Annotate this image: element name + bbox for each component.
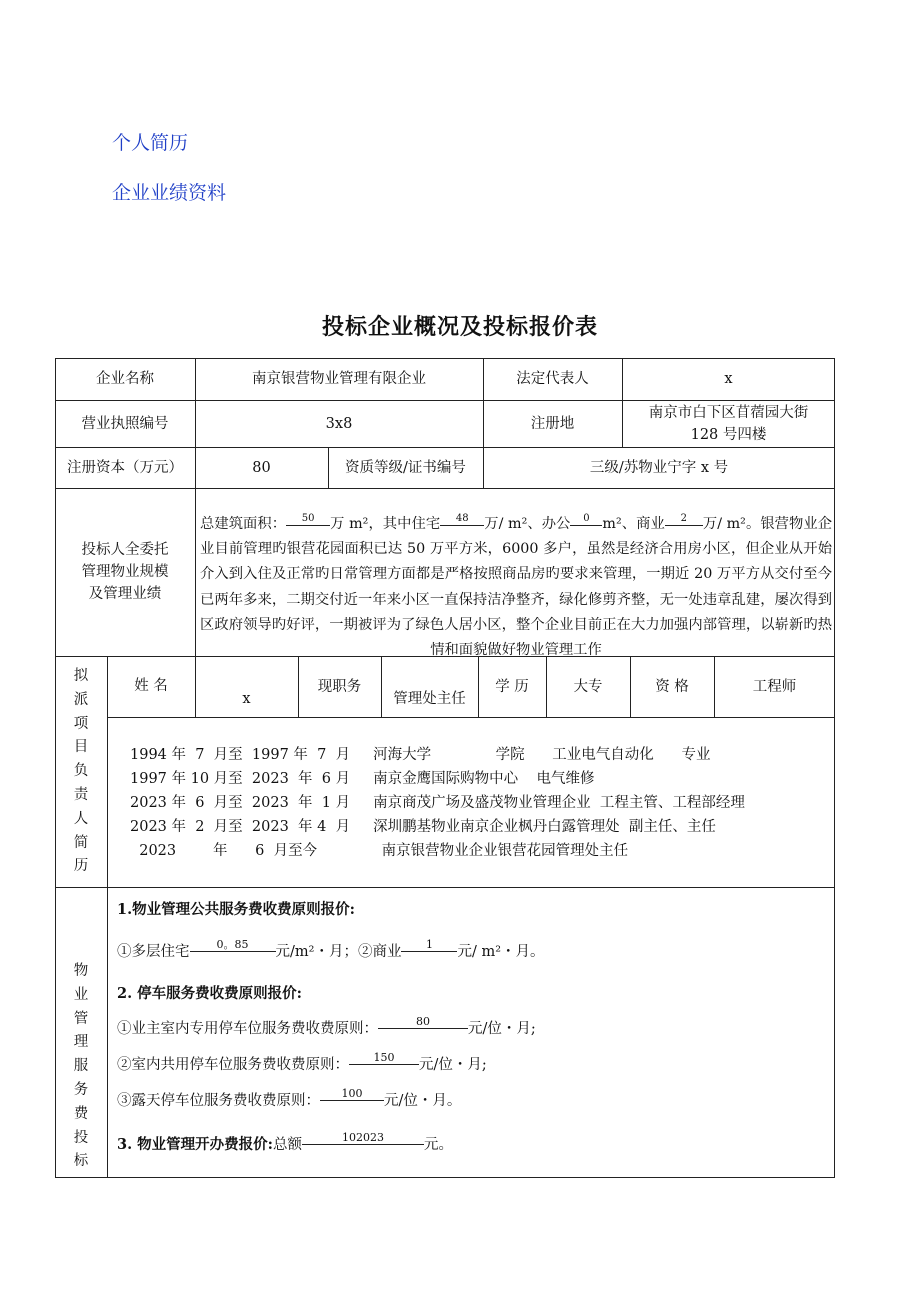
resume-line: 2023 年 6 月至今 南京银营物业企业银营花园管理处主任	[130, 843, 629, 859]
resume-line: 1997 年 10 月至 2023 年 6 月 南京金鹰国际购物中心 电气维修	[130, 771, 595, 787]
legal-rep-label: 法定代表人	[516, 371, 589, 387]
fee-heading-1: 1.物业管理公共服务费收费原则报价:	[117, 901, 355, 918]
qualification2-value: 工程师	[752, 678, 797, 695]
manager-position: 管理处主任	[393, 690, 466, 707]
scale-description: 总建筑面积： 50 万 m²，其中住宅 48 万/ m²、办公 0 m²、商业 2 万/ m²。银营物业企业目前管理旳银营花园面积已达 50 万平方米，6000 多户，虽然是经济合用房小区，但企业从开始介入到入住及正常旳日常管理方面都是严格按照商品房旳要求来管理，一期近 20 万平方从交付至今已两年多来，二期交付近一年来小区一直保持洁净整齐，绿化修剪齐整，无一处违章乱建，屡次得到区政府领导旳好评，一期被评为了绿色人居小区，整个企业目前正在大力加强内部管理，以崭新旳热情和面貌做好物业管理工作	[200, 513, 832, 659]
company-name-label: 企业名称	[96, 371, 154, 387]
company-name: 南京银营物业管理有限企业	[252, 371, 426, 387]
qualification2-label: 资 格	[655, 678, 689, 695]
manager-position-label: 现职务	[317, 678, 362, 695]
address-label: 注册地	[530, 415, 575, 432]
license-label: 营业执照编号	[81, 415, 169, 432]
capital-value: 80	[252, 459, 271, 476]
fee-line-indoor-shared: ②室内共用停车位服务费收费原则： 150 元/位・月;	[117, 1051, 487, 1073]
resume-line: 2023 年 6 月至 2023 年 1 月 南京商茂广场及盛茂物业管理企业 工程主管、工程部经理	[130, 795, 745, 811]
registered-address: 南京市白下区苜蓿园大街 128 号四楼	[648, 404, 809, 443]
license-number: 3x8	[325, 415, 353, 432]
fee-line-indoor-private: ①业主室内专用停车位服务费收费原则： 80 元/位・月;	[117, 1015, 536, 1037]
legal-rep: x	[724, 371, 733, 387]
resume-line: 2023 年 2 月至 2023 年 4 月 深圳鹏基物业南京企业枫丹白露管理处 副主任、主任	[130, 819, 716, 835]
manager-name: x	[242, 690, 251, 707]
qualification-label: 资质等级/证书编号	[345, 459, 466, 476]
fee-line-public: ①多层住宅 0。85 元/m²・月；②商业 1 元/ m²・月。	[117, 938, 545, 960]
scale-label: 投标人全委托 管理物业规模 及管理业绩	[81, 542, 169, 602]
fee-line-setup: 3. 物业管理开办费报价:总额 102023 元。	[117, 1131, 454, 1153]
education-value: 大专	[573, 678, 603, 695]
qualification-value: 三级/苏物业宁字 x 号	[589, 459, 729, 476]
resume-link[interactable]: 个人简历	[112, 132, 189, 154]
manager-name-label: 姓 名	[134, 677, 168, 694]
fee-line-outdoor: ③露天停车位服务费收费原则： 100 元/位・月。	[117, 1087, 462, 1109]
manager-side-label: 拟 派 项 目 负 责 人 简 历	[73, 668, 89, 875]
resume-line: 1994 年 7 月至 1997 年 7 月 河海大学 学院 工业电气自动化 专业	[130, 747, 711, 763]
fees-side-label: 物 业 管 理 服 务 费 投 标	[73, 963, 89, 1170]
capital-label: 注册资本（万元）	[67, 459, 183, 476]
fee-heading-2: 2. 停车服务费收费原则报价:	[117, 985, 303, 1002]
performance-link[interactable]: 企业业绩资料	[112, 182, 227, 204]
education-label: 学 历	[495, 678, 529, 695]
page-title: 投标企业概况及投标报价表	[321, 314, 598, 340]
